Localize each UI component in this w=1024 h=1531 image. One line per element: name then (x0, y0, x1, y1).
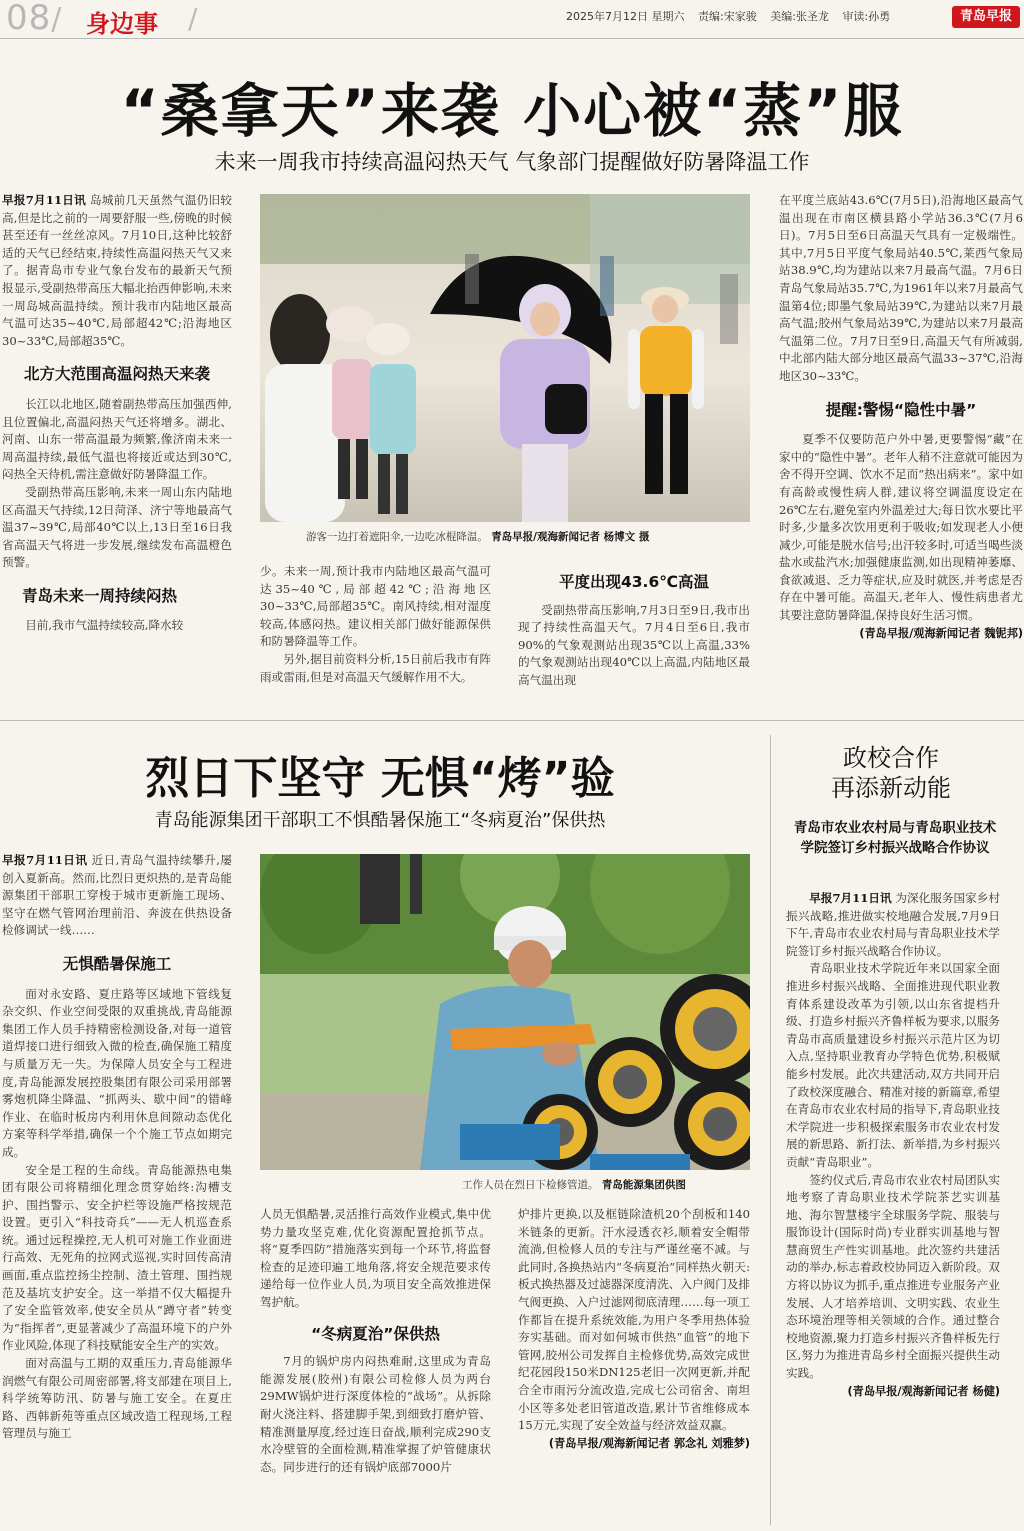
subheading: 无惧酷暑保施工 (62, 954, 172, 973)
section-slash: / (188, 2, 198, 35)
section-title: 身边事 (86, 10, 158, 38)
story1-column-4 (779, 192, 1023, 704)
subheading: 北方大范围高温闷热天来袭 (23, 365, 210, 384)
story2-column-1 (2, 852, 232, 1524)
story2-column-2 (260, 1206, 491, 1526)
byline: (青岛早报/观海新闻记者 魏铌邦) (859, 626, 1023, 640)
story3-subhead: 青岛市农业农村局与青岛职业技术学院签订乡村振兴战略合作协议 (793, 820, 997, 856)
paragraph: 签约仪式后,青岛市农业农村局团队实地考察了青岛职业技术学院茶艺实训基地、海尔智慧楼宇全球服务学院、服装与服饰设计(国际时尚)专业群实训基地与智慧商贸生产性实训基地。此次签约共建活动的举办,标志着政校协同迈入新阶段。双方将以协议为抓手,重点推进专业服务产业发展、人才培养培训、文明实践、农业生态环境治理等相关领域的合作。通过整合校地资源,聚力打造乡村振兴齐鲁样板先行区,努力为推进青岛乡村全面振兴提供生动实践。 (786, 1172, 1000, 1381)
lead-paragraph: 岛城前几天虽然气温仍旧较高,但是比之前的一周要舒服一些,傍晚的时候甚至还有一丝丝凉风。7月10日,这种比较舒适的天气已经结束,持续性高温闷热天气又来了。据青岛市专业气象台发布的最新天气预报显示,受副热带高压大幅北抬西伸影响,未来一周岛城高温持续。预计我市内陆地区最高气温可达35~40℃,局部超42℃;沿海地区30~33℃,局部超35℃。 (2, 193, 232, 348)
story1-photo-caption: 游客一边打着遮阳伞,一边吃冰棍降温。 青岛早报/观海新闻记者 杨博文 摄 (306, 531, 650, 543)
paragraph: 长江以北地区,随着副热带高压加强西伸,且位置偏北,高温闷热天气还将增多。湖北、河南、山东一带高温最为频繁,像济南未来一周高温持续,最低气温也将接近或达到30℃,闷热全天待机,需注意做好防暑降温工作。 (2, 396, 232, 482)
photo-credit: 青岛早报/观海新闻记者 杨博文 摄 (491, 531, 650, 543)
paragraph: 目前,我市气温持续较高,降水较 (25, 618, 184, 633)
story1-column-2 (260, 563, 491, 705)
photo-worker-inspecting-pipes (260, 854, 750, 1170)
lead-paragraph: 为深化服务国家乡村振兴战略,推进做实校地融合发展,7月9日下午,青岛市农业农村局与青岛职业技术学院签订乡村振兴战略合作协议。 (786, 891, 1000, 958)
story3-headline (776, 743, 1006, 803)
story2-headline: 烈日下坚守 无惧“烤”验 (145, 753, 615, 804)
designer-credit: 美编:张圣龙 (770, 10, 829, 23)
byline: (青岛早报/观海新闻记者 杨健) (847, 1384, 1000, 1398)
paragraph: 炉排片更换,以及框链除渣机20个刮板和140米链条的更新。汗水浸透衣衫,顺着安全帽带流淌,但检修人员的专注与严谨丝毫不减。与此同时,各换热站内“冬病夏治”同样热火朝天:板式换热器及过滤器深度清洗、入户阀门及排气阀更换、入户过滤网彻底清理……每一项工作都旨在提升系统效能,为用户冬季用热体验夯实基础。而对如何城市供热“血管”的地下管网,胶州公司发挥自主检修优势,高效完成世纪花园段150米DN125老旧一次网更新,并配合全市雨污分流改造,完成七公司宿舍、南坦小区等多处老旧管道改造,累计节省维修成本15万元,实现了安全效益与经济效益双赢。 (518, 1207, 750, 1433)
newspaper-logo: 青岛早报 (952, 6, 1020, 28)
paragraph: 7月的锅炉房内闷热难耐,这里成为青岛能源发展(胶州)有限公司检修人员为两台29MW锅炉进行深度体检的“战场”。从拆除耐火浇注料、搭建脚手架,到细致打磨炉管、精准测量厚度,经过连日奋战,顺利完成290支水冷壁管的全面检测,精准掌握了炉管健康状态。同步进行的还有锅炉底部7000片 (260, 1354, 491, 1474)
page-number: 08/ (6, 0, 63, 38)
paragraph: 安全是工程的生命线。青岛能源热电集团有限公司将精细化理念贯穿始终:沟槽支护、围挡警示、安全护栏等设施严格按规范设置。更引入“科技奇兵”——无人机巡查系统。通过远程操控,无人机可对施工作业面进行高效、无死角的拉网式巡视,实时回传高清画面,重点监控扬尘控制、渣土管理、围挡规范及基坑支护安全。这一举措不仅大幅提升了安全监管效率,使安全员从“蹲守者”转变为“指挥者”,更显著减少了高温环境下的户外作业风险,体现了科技赋能安全生产的实效。 (2, 1162, 232, 1353)
dateline: 早报7月11日讯 (809, 891, 892, 905)
paragraph: 少。未来一周,预计我市内陆地区最高气温可达35~40℃,局部超42℃;沿海地区30~33℃,局部超35℃。南风持续,相对湿度较高,体感闷热。建议相关部门做好能源保供和防暑降温等工作。 (260, 564, 491, 649)
headline-line: 政校合作 (843, 744, 939, 772)
paragraph: 另外,据目前资料分析,15日前后我市有阵雨或雷雨,但是对高温天气缓解作用不大。 (260, 651, 491, 684)
subheading: “冬病夏治”保供热 (311, 1324, 440, 1343)
story1-subhead: 未来一周我市持续高温闷热天气 气象部门提醒做好防暑降温工作 (214, 150, 810, 174)
paragraph: 青岛职业技术学院近年来以国家全面推进乡村振兴战略、全面推进现代职业教育体系建设改革为引领,以山东省提档升级、打造乡村振兴齐鲁样板为要求,以服务青岛市高质量建设乡村振兴示范片区为切入点,坚持职业教育办学特色优势,积极赋能乡村发展。此次共建活动,双方共同开启了政校深度融合、精准对接的新篇章,希望在青岛市农业农村局的指导下,青岛职业技术学院进一步积极探索服务市农业农村发展的新思路、新打法、新举措,为乡村振兴贡献“青岛职业”。 (786, 961, 1000, 1169)
photo-credit: 青岛能源集团供图 (601, 1179, 686, 1191)
subheading: 青岛未来一周持续闷热 (22, 586, 178, 605)
dateline: 早报7月11日讯 (2, 853, 88, 867)
paragraph: 面对永安路、夏庄路等区域地下管线复杂交织、作业空间受限的双重挑战,青岛能源集团工作人员手持精密检测设备,对每一道管道焊接口进行细致入微的检查,确保施工精度与质量万无一失。为保障人员安全与工程进度,青岛能源发展控股集团有限公司采用部署雾炮机降尘降温、“抓两头、歇中间”的错峰作业、在临时板房内利用休息间隙动态优化方案等科学举措,确保一个个施工节点如期完成。 (2, 986, 232, 1159)
lead-paragraph: 近日,青岛气温持续攀升,屡创入夏新高。然而,比烈日更炽热的,是青岛能源集团干部职工穿梭于城市更新施工现场、坚守在燃气管网治理前沿、奔波在供热设备检修调试一线…… (2, 853, 232, 938)
story1-column-3 (518, 574, 750, 704)
paragraph: 在平度兰底站43.6℃(7月5日),沿海地区最高气温出现在市南区横县路小学站36.3℃(7月6日)。7月5日至6日高温天气具有一定极端性。其中,7月5日平度气象局站40.5℃,莱西气象局站38.9℃,均为建站以来7月最高气温。7月6日青岛气象局站35.7℃,为1961年以来7月最高气温第4位;即墨气象局站39℃,为建站以来7月最高气温;胶州气象局站39℃,为建站以来7月最高气温第二位。7月7日至9日,高温天气有所减弱,中北部内陆大部分地区最高气温33~37℃,沿海地区30~33℃。 (779, 193, 1023, 383)
story1-photo (260, 194, 750, 522)
story3-body (786, 890, 1000, 1526)
proofreader-credit: 审读:孙勇 (842, 10, 891, 23)
dateline: 早报7月11日讯 (2, 193, 87, 207)
story1-column-1 (2, 192, 232, 704)
story2-photo-caption: 工作人员在烈日下检修管道。 青岛能源集团供图 (462, 1179, 686, 1191)
masthead (0, 0, 1024, 39)
photo-people-with-umbrella (260, 194, 750, 522)
paragraph: 受副热带高压影响,未来一周山东内陆地区高温天气持续,12日菏泽、济宁等地最高气温37~39℃,局部40℃以上,13日至16日我省高温天气将进一步发展,继续发布高温橙色预警。 (2, 484, 232, 570)
story1-headline: “桑拿天”来袭 小心被“蒸”服 (120, 77, 904, 145)
section-divider (0, 720, 1024, 721)
sidebar-rule (770, 735, 772, 1525)
paragraph: 受副热带高压影响,7月3日至9日,我市出现了持续性高温天气。7月4日至6日,我市90%的气象观测站出现35℃以上高温,33%的气象观测站出现40℃以上高温,内陆地区最高气温出现 (518, 602, 750, 687)
story2-photo (260, 854, 750, 1170)
issue-date: 2025年7月12日 星期六 (566, 10, 685, 23)
byline: (青岛早报/观海新闻记者 郭念礼 刘雅梦) (548, 1436, 750, 1450)
subheading: 平度出现43.6℃高温 (558, 574, 709, 591)
masthead-info (566, 8, 900, 24)
editor-credit: 责编:宋家骏 (698, 10, 757, 23)
paragraph: 人员无惧酷暑,灵活推行高效作业模式,集中优势力量攻坚克难,优化资源配置抢抓节点。将“夏季四防”措施落实到每一个环节,将监督检查的足迹印遍工地角落,将安全规范要求传递给每一位作业人员,为项目安全高效推进保驾护航。 (260, 1207, 491, 1309)
headline-line: 再添新动能 (831, 774, 951, 802)
story2-subhead: 青岛能源集团干部职工不惧酷暑保施工“冬病夏治”保供热 (154, 810, 606, 831)
story2-column-3 (518, 1206, 750, 1526)
paragraph: 面对高温与工期的双重压力,青岛能源华润燃气有限公司周密部署,将支部建在项目上,科学统筹防汛、防暑与施工安全。在夏庄路、西韩新苑等重点区域改造工程现场,工程管理员与施工 (2, 1356, 232, 1441)
paragraph: 夏季不仅要防范户外中暑,更要警惕“藏”在家中的“隐性中暑”。老年人稍不注意就可能因为舍不得开空调、饮水不足而“热出病来”。家中如有高龄或慢性病人群,建议将空调温度设定在26℃左右,避免室内外温差过大;每日饮水要比平时多,少量多次饮用更利于吸收;如发现老人小便减少,可能是脱水信号;出汗较多时,可适当喝些淡盐水或盐汽水;加强健康监测,如出现精神萎靡、食欲减退、乏力等症状,应及时就医,并考虑是否存在中暑可能。高温天,老年人、慢性病患者尤其要注意防暑降温,保持良好生活习惯。 (779, 432, 1023, 623)
subheading: 提醒:警惕“隐性中暑” (825, 400, 977, 419)
